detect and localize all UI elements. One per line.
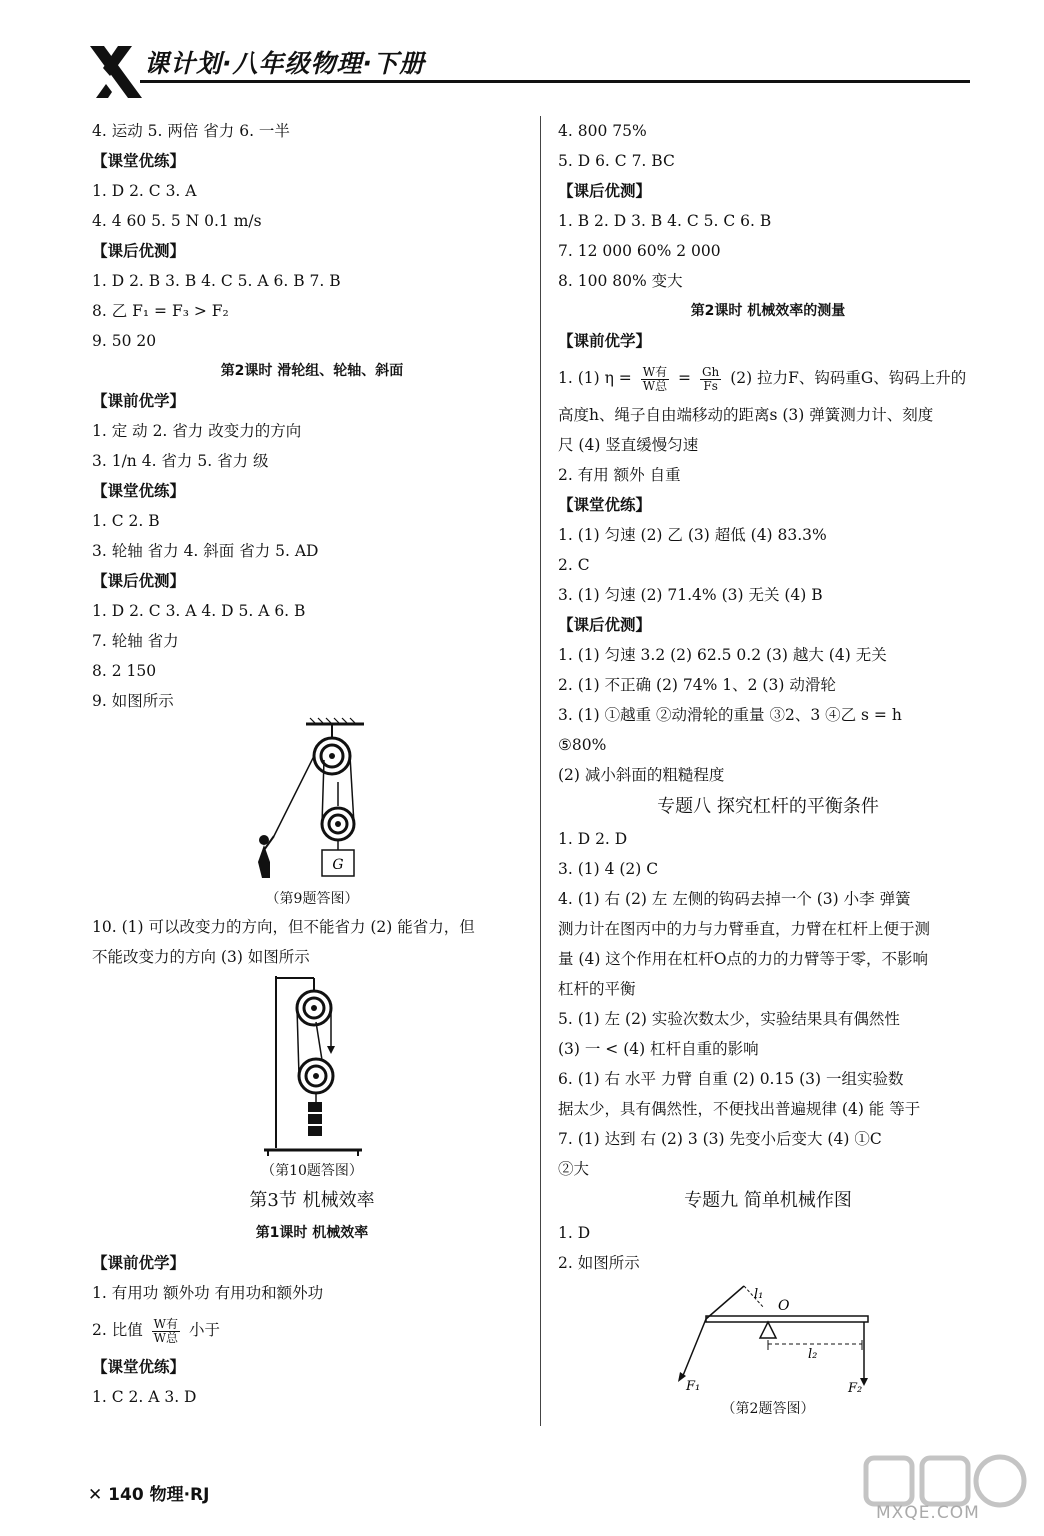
q1-prefix: 1. (1) η = (558, 369, 632, 387)
watermark-text: MXQE.COM (876, 1503, 980, 1523)
figure-q9-caption: （第9题答图） (265, 891, 359, 907)
section-title: 专题八 探究杠杆的平衡条件 (657, 796, 879, 817)
section-tag: 【课堂优练】 (92, 1357, 186, 1376)
answer-line: 1. C 2. A 3. D (92, 1388, 197, 1406)
answer-line: 杠杆的平衡 (558, 980, 636, 998)
figure-q9 (92, 716, 532, 886)
column-divider (540, 116, 541, 1426)
q2-prefix: 2. 比值 (92, 1321, 143, 1339)
fraction-gh-over-fs (700, 366, 721, 393)
pulley-figure-9 (92, 716, 532, 886)
answer-line: 3. (1) 4 (2) C (558, 860, 659, 878)
answer-line: (2) 减小斜面的粗糙程度 (558, 766, 725, 784)
left-answer-list (92, 116, 532, 716)
answer-line: 2. 如图所示 (558, 1254, 640, 1272)
section-title: 第3节 机械效率 (249, 1190, 375, 1211)
left-answer-list-3 (92, 1184, 532, 1308)
right-answer-list (558, 116, 978, 356)
answer-line: 3. 轮轴 省力 4. 斜面 省力 5. AD (92, 542, 319, 560)
answer-line: 1. C 2. B (92, 512, 160, 530)
footer-subject: 物理·RJ (149, 1485, 210, 1505)
answer-line: 8. 2 150 (92, 662, 157, 680)
page-footer (88, 1480, 209, 1505)
lesson-title: 第2课时 机械效率的测量 (690, 303, 846, 319)
weight-label: G (332, 857, 344, 873)
section-title: 专题九 简单机械作图 (684, 1190, 852, 1211)
figure-q10 (92, 972, 532, 1158)
section-tag: 【课后优测】 (92, 571, 186, 590)
answer-line: 1. 定 动 2. 省力 改变力的方向 (92, 422, 302, 440)
answer-line: 量 (4) 这个作用在杠杆O点的力的力臂等于零，不影响 (558, 950, 929, 968)
section-tag: 【课后优测】 (558, 181, 652, 200)
publisher-logo-icon (88, 42, 144, 102)
l1-label: l₁ (754, 1287, 764, 1302)
section-tag: 【课堂优练】 (558, 495, 652, 514)
figure-q2-caption: （第2题答图） (721, 1401, 815, 1417)
answer-line: 据太少，具有偶然性，不便找出普遍规律 (4) 能 等于 (558, 1100, 921, 1118)
answer-line: 4. 运动 5. 两倍 省力 6. 一半 (92, 122, 290, 140)
answer-line: 1. D 2. C 3. A 4. D 5. A 6. B (92, 602, 306, 620)
header-rule (140, 80, 970, 83)
lesson-title: 第2课时 滑轮组、轮轴、斜面 (220, 363, 404, 379)
answer-line: 2. 有用 额外 自重 (558, 466, 681, 484)
figure-q2-lever (558, 1278, 978, 1396)
answer-line: 9. 50 20 (92, 332, 157, 350)
lever-figure (558, 1278, 978, 1396)
answer-line: 3. (1) ①越重 ②动滑轮的重量 ③2、3 ④乙 s = h (558, 706, 902, 724)
fraction-denominator: W总 (642, 378, 668, 393)
answer-line: 6. (1) 右 水平 力臂 自重 (2) 0.15 (3) 一组实验数 (558, 1070, 904, 1088)
right-column (558, 116, 978, 1422)
answer-line: 4. 800 75% (558, 122, 647, 140)
answer-line: 10. (1) 可以改变力的方向，但不能省力 (2) 能省力，但 (92, 918, 475, 936)
footer-logo-icon: ✕ (88, 1485, 103, 1505)
answer-line: 1. D 2. B 3. B 4. C 5. A 6. B 7. B (92, 272, 341, 290)
answer-line-efficiency-ratio (92, 1308, 532, 1352)
q2-suffix: 小于 (188, 1321, 220, 1339)
answer-line: 9. 如图所示 (92, 692, 174, 710)
section-tag: 【课前优学】 (558, 331, 652, 350)
page-header-title: 课计划·八年级物理·下册 (144, 49, 425, 78)
fraction-numerator: W有 (642, 364, 668, 379)
section-tag: 【课前优学】 (92, 391, 186, 410)
answer-line: (3) 一 < (4) 杠杆自重的影响 (558, 1040, 759, 1058)
fraction-denominator: Fs (703, 378, 718, 393)
answer-line: 5. (1) 左 (2) 实验次数太少，实验结果具有偶然性 (558, 1010, 900, 1028)
answer-line: 高度h、绳子自由端移动的距离s (3) 弹簧测力计、刻度 (558, 406, 934, 424)
answer-line: 不能改变力的方向 (3) 如图所示 (92, 948, 310, 966)
answer-line: 1. (1) 匀速 3.2 (2) 62.5 0.2 (3) 越大 (4) 无关 (558, 646, 887, 664)
f1-label: F₁ (686, 1379, 701, 1394)
answer-line: 3. (1) 匀速 (2) 71.4% (3) 无关 (4) B (558, 586, 823, 604)
answer-line: 4. (1) 右 (2) 左 左侧的钩码去掉一个 (3) 小李 弹簧 (558, 890, 911, 908)
answer-line: 测力计在图丙中的力与力臂垂直，力臂在杠杆上便于测 (558, 920, 931, 938)
page-number: 140 (108, 1485, 144, 1505)
right-answer-list-2 (558, 400, 978, 1278)
f2-label: F₂ (848, 1381, 863, 1396)
answer-line: 7. (1) 达到 右 (2) 3 (3) 先变小后变大 (4) ①C (558, 1130, 882, 1148)
answer-line: 8. 乙 F₁ = F₃ > F₂ (92, 302, 229, 320)
left-answer-list-2 (92, 912, 532, 972)
answer-line: 1. D 2. C 3. A (92, 182, 197, 200)
answer-line: 尺 (4) 竖直缓慢匀速 (558, 436, 699, 454)
answer-line: 3. 1/n 4. 省力 5. 省力 级 (92, 452, 269, 470)
lesson-title: 第1课时 机械效率 (255, 1225, 369, 1241)
equals-sign: = (678, 369, 692, 387)
fraction-w-useful-over-total (641, 366, 669, 393)
section-tag: 【课前优学】 (92, 1253, 186, 1272)
answer-line: 8. 100 80% 变大 (558, 272, 683, 290)
fulcrum-o-label: O (778, 1298, 790, 1314)
answer-line: ②大 (558, 1160, 590, 1178)
answer-line: 1. B 2. D 3. B 4. C 5. C 6. B (558, 212, 772, 230)
fraction-w-useful-over-total (152, 1318, 180, 1345)
answer-line: 1. D (558, 1224, 591, 1242)
answer-line: 1. (1) 匀速 (2) 乙 (3) 超低 (4) 83.3% (558, 526, 827, 544)
answer-line: 1. 有用功 额外功 有用功和额外功 (92, 1284, 324, 1302)
q1-suffix: (2) 拉力F、钩码重G、钩码上升的 (730, 369, 967, 387)
answer-line: ⑤80% (558, 736, 607, 754)
answer-line: 1. D 2. D (558, 830, 628, 848)
left-column (92, 116, 532, 1412)
left-answer-list-4 (92, 1352, 532, 1412)
answer-line: 4. 4 60 5. 5 N 0.1 m/s (92, 212, 262, 230)
section-tag: 【课堂优练】 (92, 151, 186, 170)
fraction-denominator: W总 (153, 1330, 178, 1345)
section-tag: 【课后优测】 (558, 615, 652, 634)
answer-line: 2. C (558, 556, 590, 574)
answer-line-efficiency-formula (558, 356, 978, 400)
answer-line: 5. D 6. C 7. BC (558, 152, 675, 170)
pulley-figure-10 (92, 972, 532, 1158)
l2-label: l₂ (808, 1347, 818, 1362)
answer-line: 7. 轮轴 省力 (92, 632, 179, 650)
answer-line: 2. (1) 不正确 (2) 74% 1、2 (3) 动滑轮 (558, 676, 836, 694)
figure-q10-caption: （第10题答图） (261, 1163, 363, 1179)
fraction-numerator: W有 (153, 1316, 178, 1331)
section-tag: 【课后优测】 (92, 241, 186, 260)
section-tag: 【课堂优练】 (92, 481, 186, 500)
fraction-numerator: Gh (701, 364, 720, 379)
answer-line: 7. 12 000 60% 2 000 (558, 242, 721, 260)
